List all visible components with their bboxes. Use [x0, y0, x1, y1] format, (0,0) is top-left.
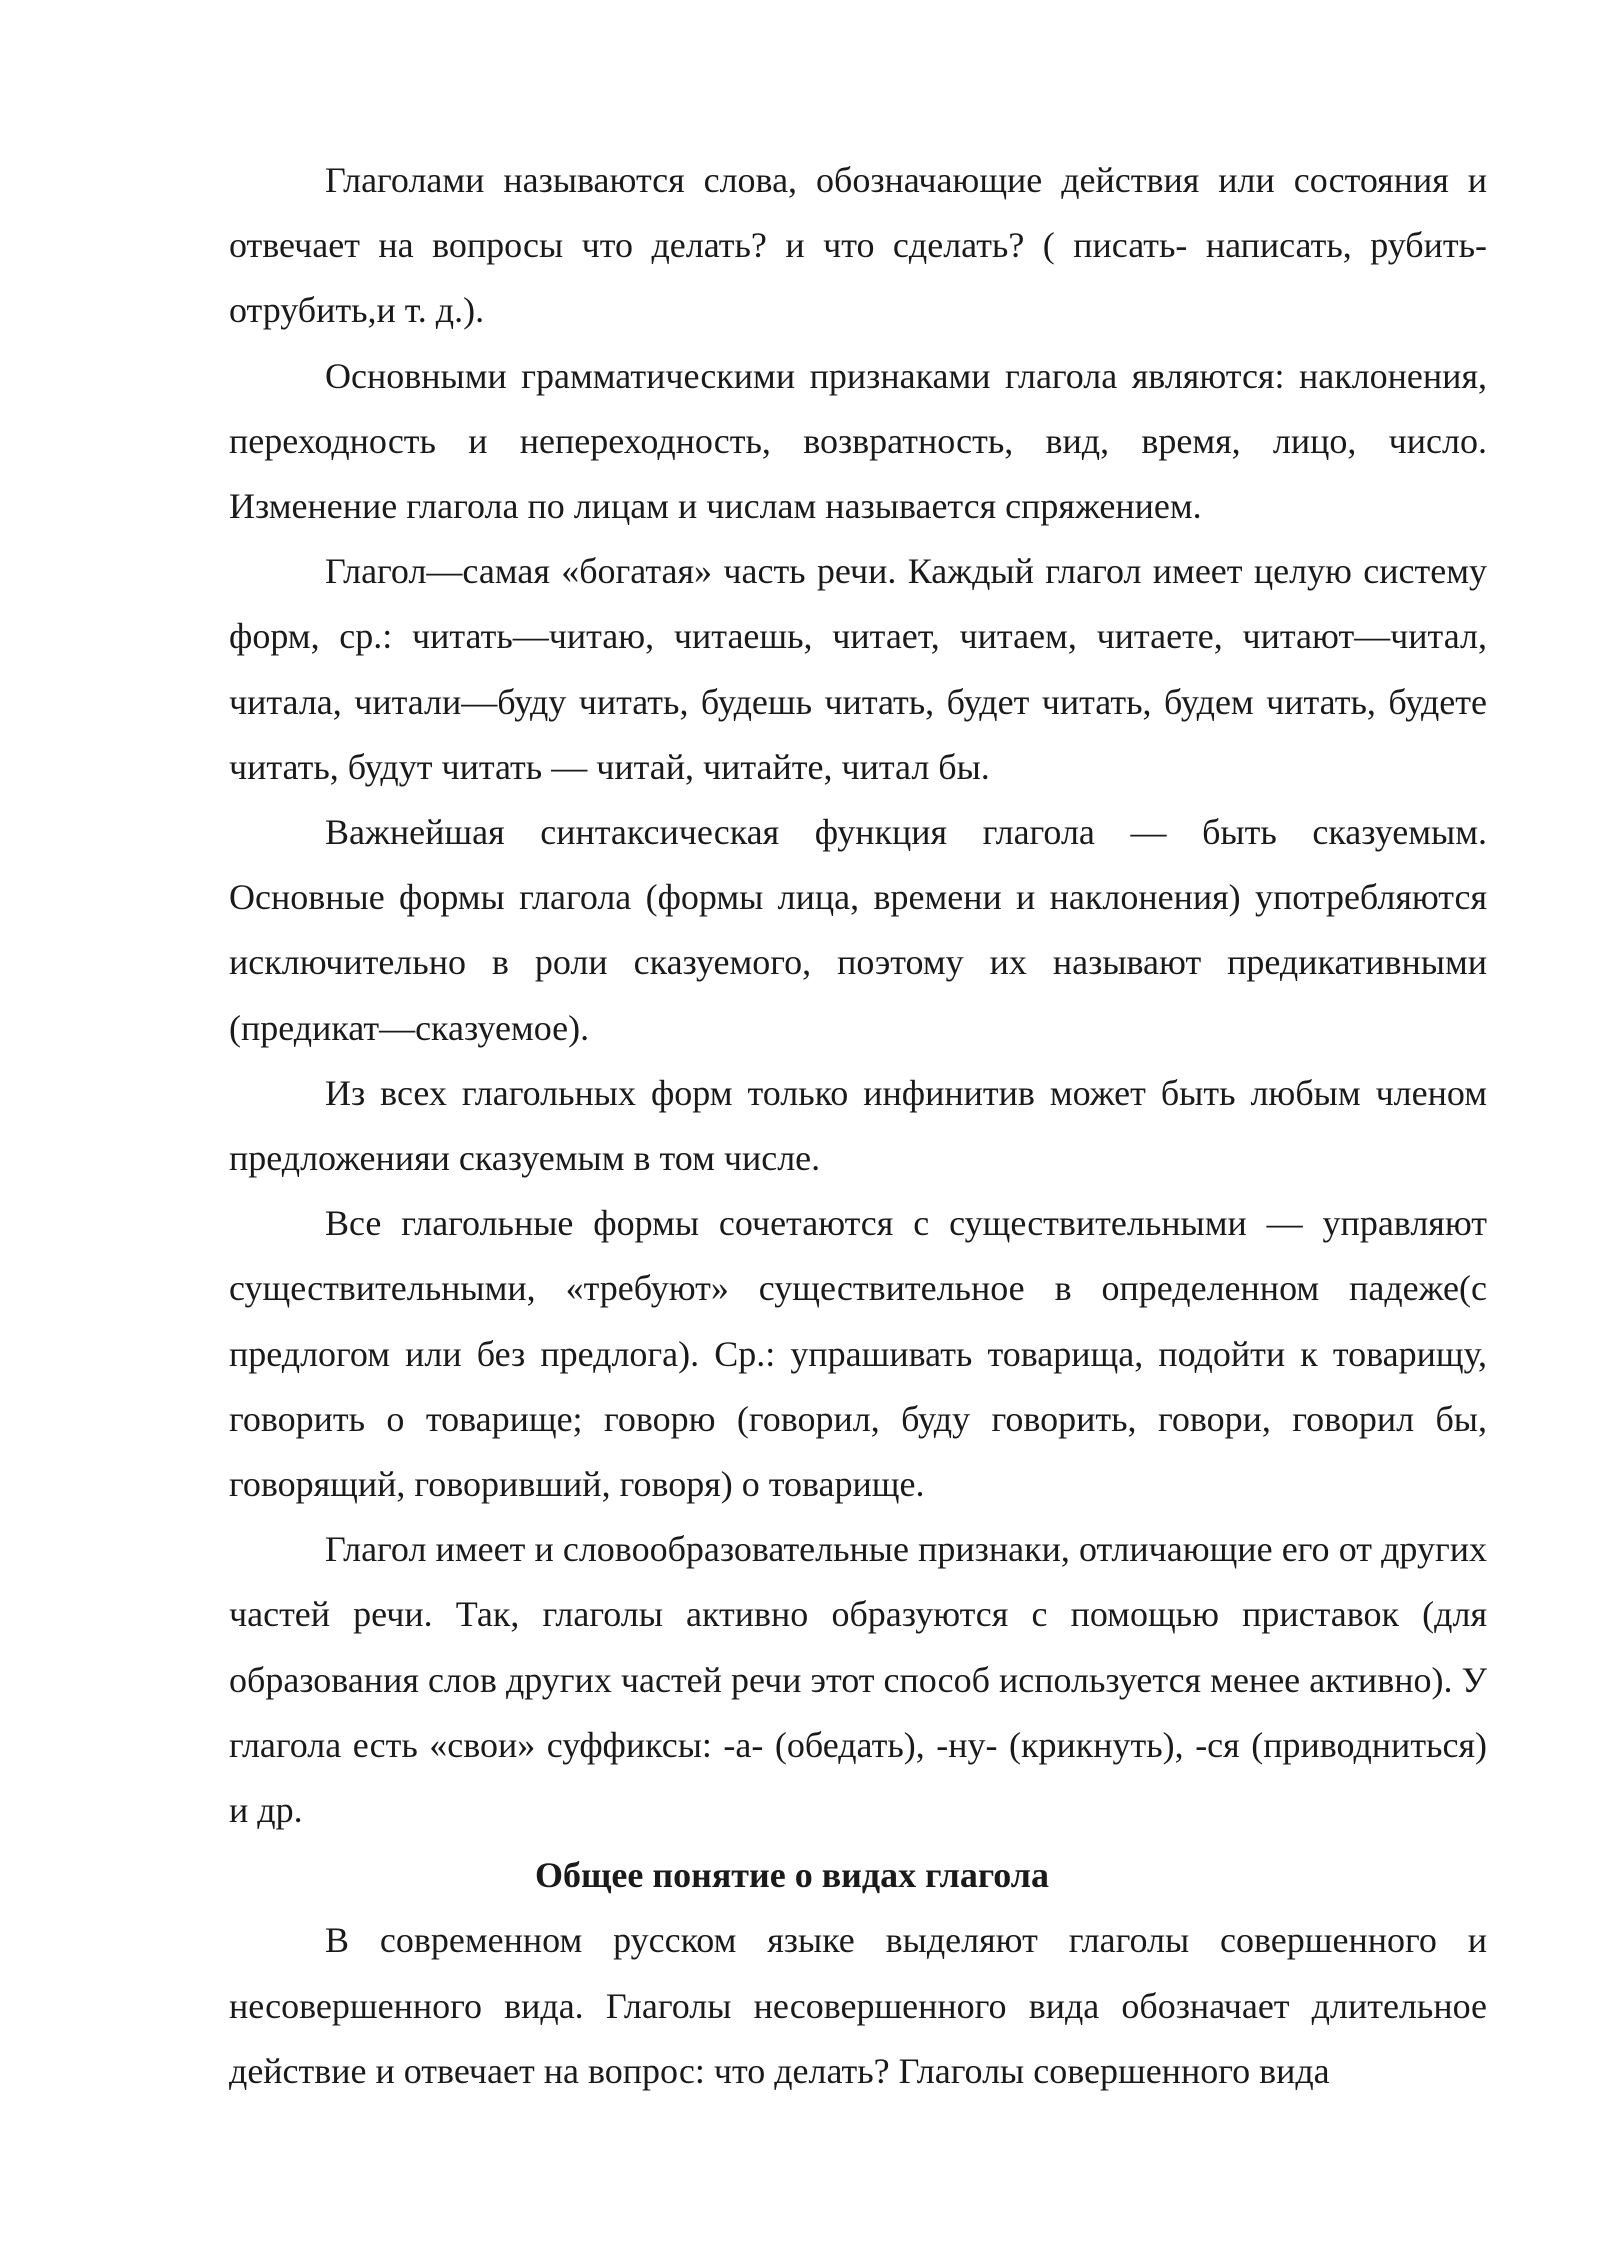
paragraph-government: Все глагольные формы сочетаются с существительными — управляют существительными, «требуют» существительное в определенном падеже(с предлогом или без предлога). Ср.: упрашивать товарища, подойти к товарищу, говорить о товарище; говорю (говорил, буду говорить, говори, говорил бы, говорящий, говоривший, говоря) о товарище.	[229, 1203, 1487, 1505]
paragraph-verb-definition: Глаголами называются слова, обозначающие действия или состояния и отвечает на вопросы что делать? и что сделать? ( писать- написать, рубить-отрубить,и т. д.).	[229, 160, 1487, 331]
section-heading: Общее понятие о видах глагола	[534, 1855, 1049, 1896]
paragraph-grammatical-features: Основными грамматическими признаками глагола являются: наклонения, переходность и непереходность, возвратность, вид, время, лицо, число. Изменение глагола по лицам и числам называется спряжением.	[229, 355, 1487, 527]
paragraph-word-formation: Глагол имеет и словообразовательные признаки, отличающие его от других частей речи. Так, глаголы активно образуются с помощью приставок (для образования слов других частей речи этот способ используется менее активно). У глагола есть «свои» суффиксы: -а- (обедать), -ну- (крикнуть), -ся (приводниться) и др.	[229, 1529, 1487, 1831]
paragraph-verb-forms: Глагол—самая «богатая» часть речи. Каждый глагол имеет целую систему форм, ср.: читать—читаю, читаешь, читает, читаем, читаете, читают—читал, читала, читали—буду читать, будешь читать, будет читать, будем читать, будете читать, будут читать — читай, читайте, читал бы.	[229, 551, 1487, 787]
paragraph-syntactic-function: Важнейшая синтаксическая функция глагола — быть сказуемым. Основные формы глагола (формы лица, времени и наклонения) употребляются исключительно в роли сказуемого, поэтому их называют предикативными (предикат—сказуемое).	[229, 812, 1487, 1048]
document-body	[229, 148, 1487, 2104]
paragraph-aspects: В современном русском языке выделяют глаголы совершенного и несовершенного вида. Глаголы несовершенного вида обозначает длительное действие и отвечает на вопрос: что делать? Глаголы совершенного вида	[229, 1920, 1487, 2091]
paragraph-infinitive: Из всех глагольных форм только инфинитив может быть любым членом предложенияи сказуемым в том числе.	[229, 1072, 1487, 1179]
